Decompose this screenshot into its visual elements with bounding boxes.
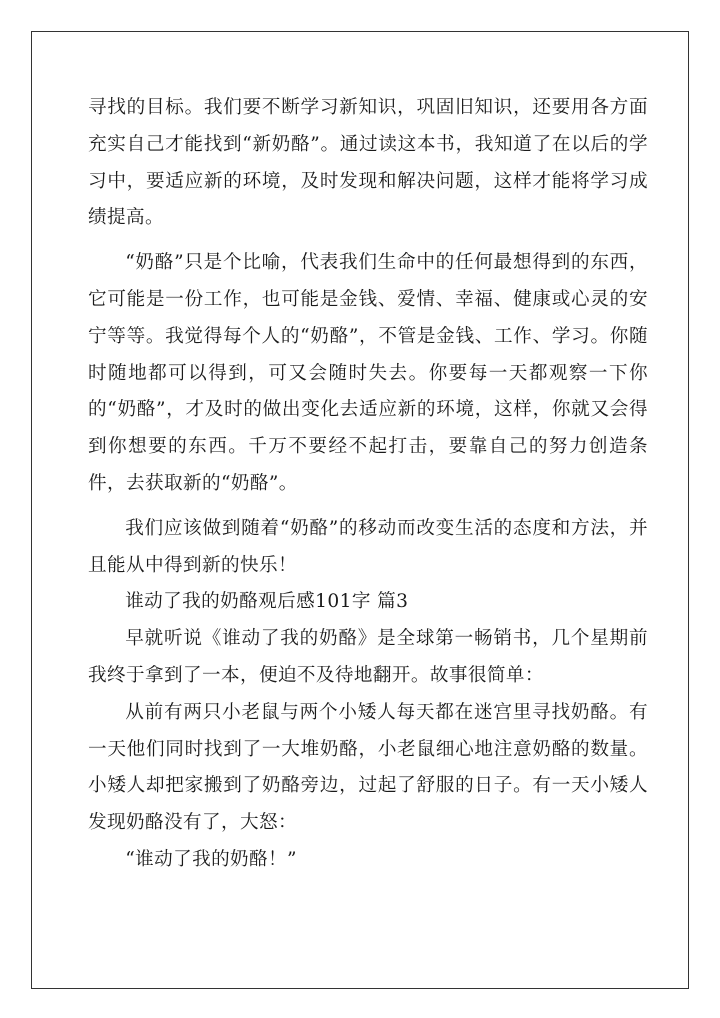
paragraph-6: “谁动了我的奶酪！” xyxy=(125,848,297,870)
section-heading: 谁动了我的奶酪观后感101字 篇3 xyxy=(125,591,409,613)
document-body xyxy=(88,90,648,879)
paragraph-3: 我们应该做到随着“奶酪”的移动而改变生活的态度和方法，并且能从中得到新的快乐！ xyxy=(88,517,648,576)
paragraph-5: 从前有两只小老鼠与两个小矮人每天都在迷宫里寻找奶酪。有一天他们同时找到了一大堆奶酪，小老鼠细心地注意奶酪的数量。小矮人却把家搬到了奶酪旁边，过起了舒服的日子。有一天小矮人发现奶酪没有了，大怒： xyxy=(88,701,648,834)
paragraph-2: “奶酪”只是个比喻，代表我们生命中的任何最想得到的东西，它可能是一份工作，也可能是金钱、爱情、幸福、健康或心灵的安宁等等。我觉得每个人的“奶酪”，不管是金钱、工作、学习。你随时随地都可以得到，可又会随时失去。你要每一天都观察一下你的“奶酪”，才及时的做出变化去适应新的环境，这样，你就又会得到你想要的东西。千万不要经不起打击，要靠自己的努力创造条件，去获取新的“奶酪”。 xyxy=(88,252,648,494)
paragraph-1: 寻找的目标。我们要不断学习新知识，巩固旧知识，还要用各方面充实自己才能找到“新奶酪”。通过读这本书，我知道了在以后的学习中，要适应新的环境，及时发现和解决问题，这样才能将学习成绩提高。 xyxy=(88,97,648,229)
paragraph-4: 早就听说《谁动了我的奶酪》是全球第一畅销书，几个星期前我终于拿到了一本，便迫不及待地翻开。故事很简单： xyxy=(88,628,648,686)
